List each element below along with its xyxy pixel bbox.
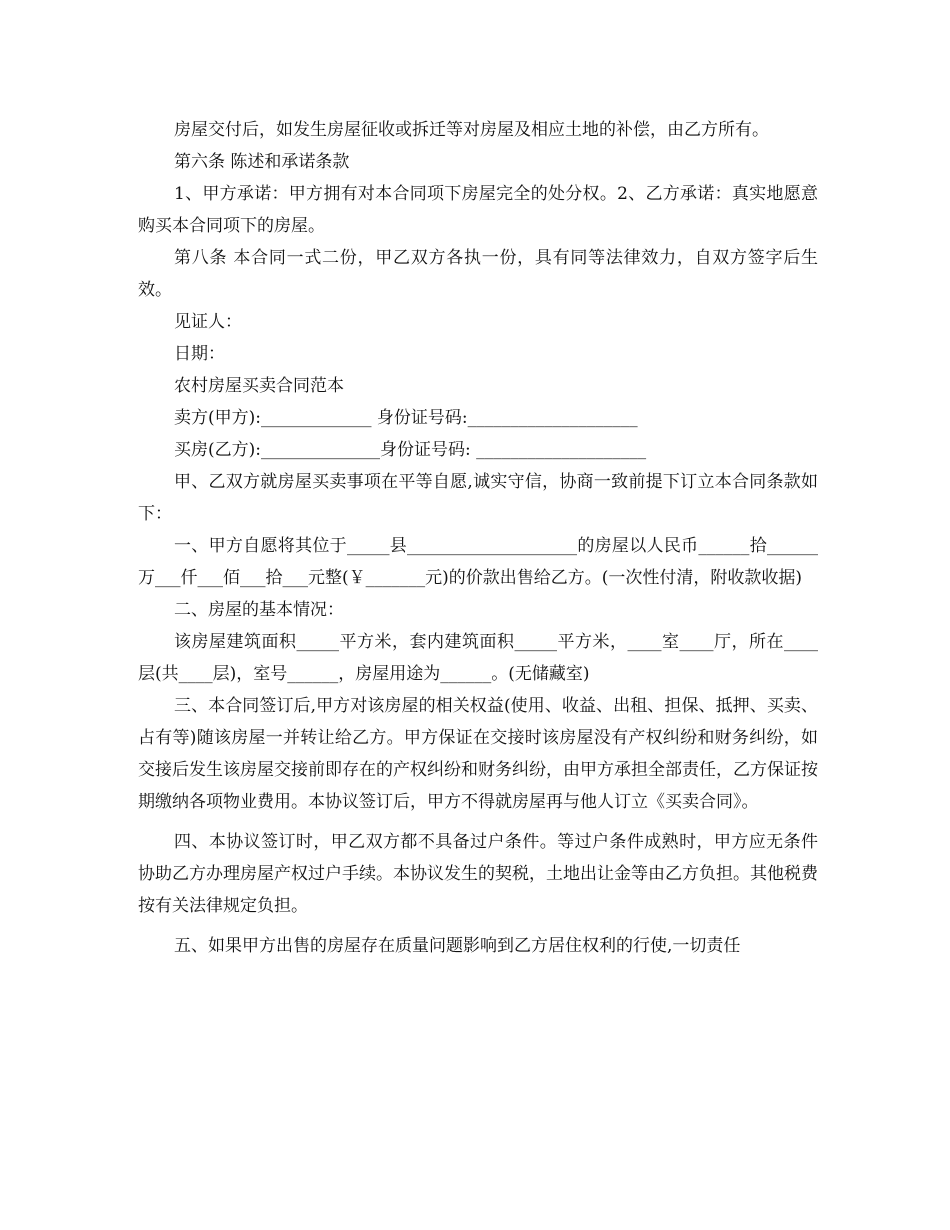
paragraph-clause-2-body: 该房屋建筑面积_____平方米，套内建筑面积_____平方米，____室____厅，所在____层(共____层)，室号______，房屋用途为______。(无储藏室) bbox=[138, 632, 818, 684]
paragraph-article-6-title: 第六条 陈述和承诺条款 bbox=[174, 152, 350, 172]
paragraph-buyer-line: 买房(乙方):______________身份证号码: ____________________ bbox=[174, 440, 647, 460]
paragraph-clause-4: 四、本协议签订时，甲乙双方都不具备过户条件。等过户条件成熟时，甲方应无条件协助乙方办理房屋产权过户手续。本协议发生的契税，土地出让金等由乙方负担。其他税费按有关法律规定负担。 bbox=[138, 832, 818, 916]
paragraph-clause-1: 一、甲方自愿将其位于_____县____________________的房屋以人民币______拾______万___仟___佰___拾___元整(￥_______元)的价款出售给乙方。(一次性付清，附收款收据) bbox=[138, 536, 818, 588]
paragraph-seller-line: 卖方(甲方):_____________ 身份证号码:____________________ bbox=[174, 408, 638, 428]
paragraph-preamble: 甲、乙双方就房屋买卖事项在平等自愿,诚实守信，协商一致前提下订立本合同条款如下： bbox=[138, 472, 818, 524]
paragraph-article-8: 第八条 本合同一式二份，甲乙双方各执一份，具有同等法律效力，自双方签字后生效。 bbox=[138, 248, 818, 300]
paragraph-compensation: 房屋交付后，如发生房屋征收或拆迁等对房屋及相应土地的补偿，由乙方所有。 bbox=[174, 120, 769, 140]
paragraph-witness: 见证人： bbox=[174, 312, 242, 332]
paragraph-clause-3: 三、本合同签订后,甲方对该房屋的相关权益(使用、收益、出租、担保、抵押、买卖、占有等)随该房屋一并转让给乙方。甲方保证在交接时该房屋没有产权纠纷和财务纠纷，如交接后发生该房屋交接前即存在的产权纠纷和财务纠纷，由甲方承担全部责任，乙方保证按期缴纳各项物业费用。本协议签订后，甲方不得就房屋再与他人订立《买卖合同》。 bbox=[138, 696, 818, 812]
paragraph-clause-5: 五、如果甲方出售的房屋存在质量问题影响到乙方居住权利的行使,一切责任 bbox=[174, 936, 741, 956]
paragraph-contract-title: 农村房屋买卖合同范本 bbox=[174, 376, 344, 396]
paragraph-commitments: 1、甲方承诺：甲方拥有对本合同项下房屋完全的处分权。2、乙方承诺：真实地愿意购买本合同项下的房屋。 bbox=[138, 184, 818, 236]
paragraph-date: 日期： bbox=[174, 344, 225, 364]
document-page bbox=[138, 114, 818, 962]
paragraph-clause-2-title: 二、房屋的基本情况： bbox=[174, 600, 344, 620]
